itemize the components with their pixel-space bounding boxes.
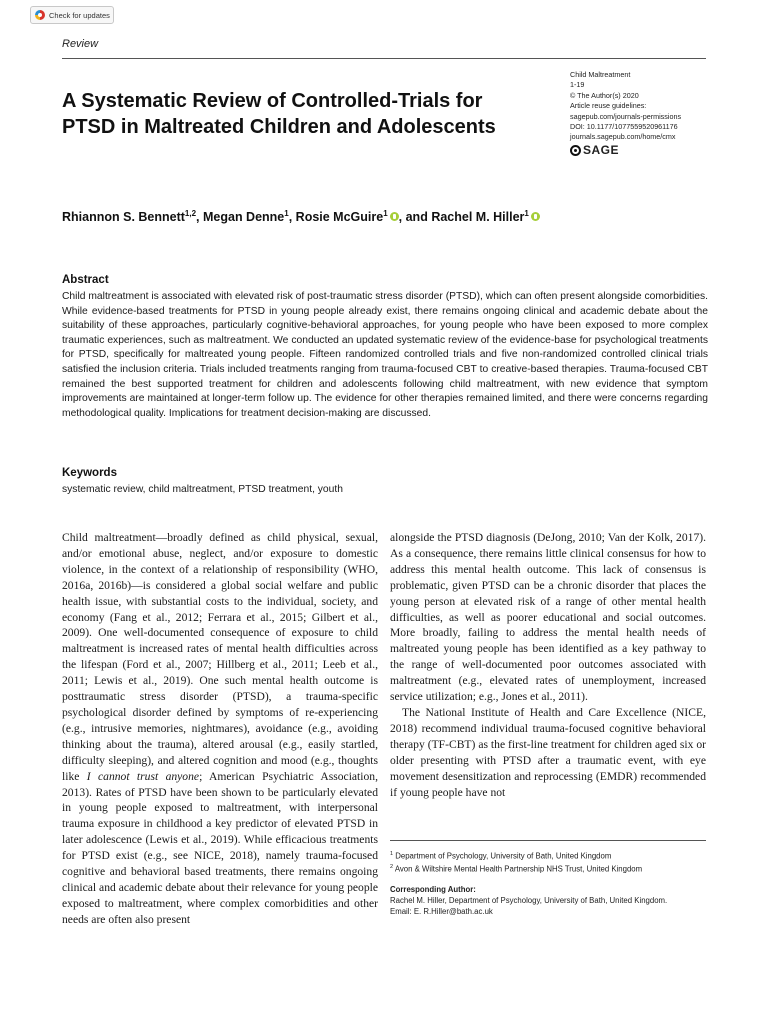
orcid-icon[interactable] bbox=[390, 212, 399, 221]
author-name: Rhiannon S. Bennett bbox=[62, 210, 185, 225]
body-paragraph: The National Institute of Health and Care Excellence (NICE, 2018) recommend individual trauma-focused cognitive behavioral therapy (TF-CBT) as the first-line treatment for children aged six or older presenting with PTSD after a traumatic event, with eye movement desensitization and reprocessing (EMDR) recommended if young people have not bbox=[390, 705, 706, 799]
author-affiliation-mark: 1,2 bbox=[184, 209, 197, 218]
author-separator: , bbox=[288, 210, 296, 225]
article-section-label: Review bbox=[62, 38, 99, 50]
keywords-heading: Keywords bbox=[62, 467, 117, 479]
reuse-guidelines-label: Article reuse guidelines: bbox=[570, 101, 647, 111]
body-column-right bbox=[390, 530, 706, 800]
corresponding-author-heading: Corresponding Author: bbox=[390, 884, 476, 894]
body-paragraph bbox=[62, 530, 378, 928]
footnote-rule bbox=[390, 840, 706, 841]
doi-link[interactable]: DOI: 10.1177/1077559520961176 bbox=[570, 122, 678, 132]
corresponding-author-text: Rachel M. Hiller, Department of Psychology, University of Bath, United Kingdom. bbox=[390, 895, 668, 905]
orcid-icon[interactable] bbox=[531, 212, 540, 221]
author-affiliation-mark: 1 bbox=[524, 209, 529, 218]
header-rule bbox=[62, 58, 706, 59]
body-column-left bbox=[62, 530, 378, 928]
affiliation-2: $^2$ Avon & Wiltshire Mental Health Partnership NHS Trust, United Kingdom bbox=[390, 863, 643, 874]
body-text: Child maltreatment—broadly defined as child physical, sexual, and/or emotional abuse, neglect, and/or exposure to domestic violence, in the context of a relationship of responsibility (WHO, 2016a, 2016b)—is considered a global social welfare and public health issue, with substantial costs to the individual, society, and economy (Fang et al., 2012; Ferrara et al., 2015; Gilbert et al., 2009). One well-documented consequence of exposure to child maltreatment is increased rates of mental health difficulties across the lifespan (Ford et al., 2007; Hillberg et al., 2011; Leeb et al., 2011; Lewis et al., 2019). One such mental health outcome is posttraumatic stress disorder (PTSD), a trauma-specific psychological disorder defined by symptoms of re-experiencing (e.g., intrusive memories, nightmares), avoidance (e.g., avoiding thinking about the trauma), altered arousal (e.g., easily startled, difficulty sleeping), and altered cognition and mood (e.g., thoughts like bbox=[62, 531, 378, 783]
permissions-link[interactable]: sagepub.com/journals-permissions bbox=[570, 111, 682, 121]
body-paragraph: alongside the PTSD diagnosis (DeJong, 2010; Van der Kolk, 2017). As a consequence, there remains little clinical consensus for how to address this mental health outcome. This lack of consensus is problematic, given PTSD can be a chronic disorder that places the young person at elevated risk of a range of other mental health difficulties, as well as poorer educational and social outcomes. More broadly, failing to address the mental health needs of maltreated young people has been identified as a key pathway to the range of well-documented poor outcomes associated with maltreatment (e.g., elevated rates of unemployment, increased service utilization; e.g., Jones et al., 2011). bbox=[390, 531, 706, 704]
page-range: 1-19 bbox=[570, 80, 585, 90]
article-title: A Systematic Review of Controlled-Trials for PTSD in Maltreated Children and Adolescents bbox=[62, 90, 496, 138]
body-text-continued: ; American Psychiatric Association, 2013). Rates of PTSD have been shown to be particularly elevated in young people exposed to maltreatment, with interpersonal trauma exposure in childhood a key predictor of elevated PTSD in later adolescence (Lewis et al., 2019). While efficacious treatments for PTSD exist (e.g., see NICE, 2018), namely trauma-focused cognitive and behavioral based treatments, there remains ongoing clinical and academic debate about their relevance for young people exposed to maltreatment, where complex comorbidities and other needs are often also present bbox=[62, 769, 378, 926]
author-affiliation-mark: 1 bbox=[284, 209, 289, 218]
author-list bbox=[62, 209, 540, 224]
journal-name: Child Maltreatment bbox=[570, 70, 631, 79]
author-name: Rosie McGuire bbox=[295, 210, 384, 225]
author-separator: , and bbox=[398, 210, 432, 225]
author-name: Rachel M. Hiller bbox=[431, 210, 525, 225]
affiliation-1: $^1$ Department of Psychology, University of Bath, United Kingdom bbox=[390, 851, 612, 861]
sage-logo bbox=[570, 145, 720, 156]
author-separator: , bbox=[196, 210, 203, 225]
check-for-updates-label: Check for updates bbox=[49, 10, 110, 20]
journal-info bbox=[570, 70, 720, 156]
abstract-heading: Abstract bbox=[62, 274, 109, 286]
author-affiliation-mark: 1 bbox=[383, 209, 388, 218]
abstract-text: Child maltreatment is associated with elevated risk of post-traumatic stress disorder (PTSD), which can often present alongside comorbidities. While evidence-based treatments for PTSD in young people already exist, there remains ongoing clinical and academic debate about the suitability of these approaches, particularly cognitive-behavioral approaches, for young people who have been exposed to more complex traumatic experiences, such as maltreatment. We conducted an updated systematic review of the evidence-base for psychological treatments for PTSD, specifically for maltreated young people. Fifteen randomized controlled trials and five non-randomized controlled clinical trials satisfied the inclusion criteria. Trials included treatments ranging from trauma-focused CBT to creative-based therapies. Trauma-focused CBT remained the best supported treatment for children and adolescents following child maltreatment, with new evidence that symptom improvements are maintained at longer-term follow up. The evidence for other therapies remained limited, and there were concerns regarding methodological quality. Implications for treatment decision-making are discussed. bbox=[62, 291, 708, 419]
sage-logo-text: SAGE bbox=[583, 143, 620, 158]
journal-home-link[interactable]: journals.sagepub.com/home/cmx bbox=[570, 132, 676, 142]
corresponding-author-email[interactable]: Email: E. R.Hiller@bath.ac.uk bbox=[390, 907, 493, 916]
keywords-text: systematic review, child maltreatment, PTSD treatment, youth bbox=[62, 484, 343, 495]
check-for-updates-badge[interactable] bbox=[30, 6, 114, 24]
copyright: © The Author(s) 2020 bbox=[570, 90, 639, 100]
body-italic-quote: I cannot trust anyone bbox=[86, 769, 200, 783]
sage-logo-icon bbox=[570, 145, 581, 156]
footnotes bbox=[390, 849, 706, 917]
author-name: Megan Denne bbox=[203, 210, 285, 225]
crossmark-icon bbox=[35, 10, 45, 20]
